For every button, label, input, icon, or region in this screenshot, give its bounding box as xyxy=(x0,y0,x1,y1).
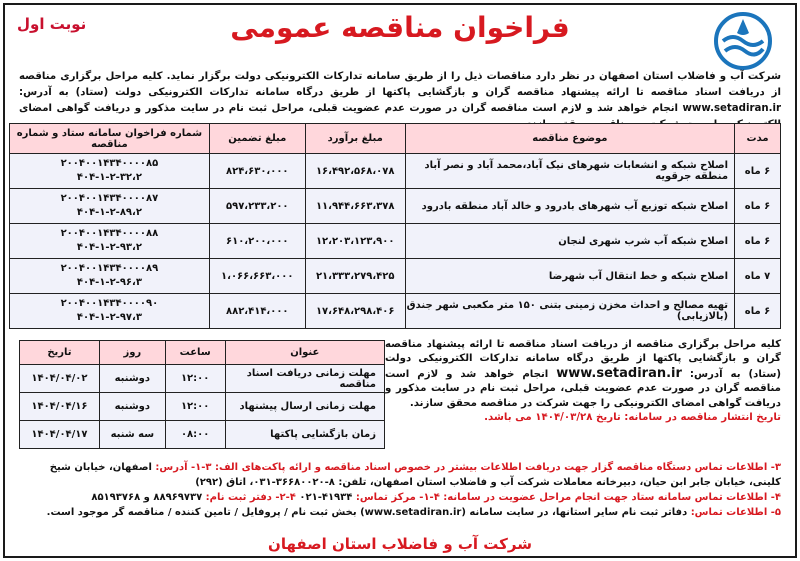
intro-site-link[interactable]: www.setadiran.ir xyxy=(682,103,781,114)
tender-number: ۴۰۴-۱-۲-۹۶،۳ xyxy=(76,277,142,288)
row-guarantee: ۱،۰۶۶،۶۶۳،۰۰۰ xyxy=(209,259,305,294)
procedure-note: کلیه مراحل برگزاری مناقصه از دریافت اسناد مناقصه تا ارائه پیشنهاد مناقصه گران و بازگشایی پاکتها از طریق درگاه سامانه تدارکات الکترونیکی دولت (ستاد) به آدرس: www.setadiran.ir انجام خواهد شد و لازم است مناقصه گران در صورت عدم عضویت قبلی، مراحل ثبت نام در سایت مذکور و دریافت گواهی امضای الکترونیکی را جهت شرکت در مناقصه محقق سازند. تاریخ انتشار مناقصه در سامانه: تاریخ ۱۴۰۴/۰۳/۲۸ می باشد. xyxy=(385,338,781,425)
row-number xyxy=(10,224,210,259)
table-row xyxy=(10,189,781,224)
table-row xyxy=(20,421,385,449)
row-subject: اصلاح شبکه آب شرب شهری لنجان xyxy=(405,224,734,259)
schedule-date: ۱۴۰۴/۰۴/۱۷ xyxy=(20,421,100,449)
col-day: روز xyxy=(99,341,165,365)
row-duration: ۶ ماه xyxy=(735,224,781,259)
setad-number: ۲۰۰۴۰۰۱۴۳۴۰۰۰۰۸۸ xyxy=(60,228,159,239)
tender-number: ۴۰۴-۱-۲-۹۷،۳ xyxy=(76,312,142,323)
water-drop-logo-icon xyxy=(713,11,773,71)
schedule-day: دوشنبه xyxy=(99,365,165,393)
row-number xyxy=(10,154,210,189)
contact-line-3: ۳- اطلاعات تماس دستگاه مناقصه گزار جهت دریافت اطلاعات بیشتر در خصوص اسناد مناقصه و ارائه پاکت‌های الف: ۳-۱- آدرس: اصفهان، خیابان شیخ کلینی، خیابان جابر ابن حیان، دبیرخانه معاملات شرکت آب و فاضلاب استان اصفهان، تلفن: ۸-۳۶۶۸۰۰۲۰-۰۳۱، اتاق (۲۹۲) xyxy=(49,462,781,488)
tender-number: ۴۰۴-۱-۲-۸۹،۲ xyxy=(76,207,142,218)
row-duration: ۶ ماه xyxy=(735,189,781,224)
col-subject: موضوع مناقصه xyxy=(405,124,734,154)
setad-number: ۲۰۰۴۰۰۱۴۳۴۰۰۰۰۸۹ xyxy=(60,263,159,274)
schedule-time: ۱۲:۰۰ xyxy=(165,365,225,393)
schedule-time: ۱۲:۰۰ xyxy=(165,393,225,421)
row-number xyxy=(10,294,210,329)
row-subject: تهیه مصالح و احداث مخزن زمینی بتنی ۱۵۰ متر مکعبی شهر جندق (بالازیابی) xyxy=(405,294,734,329)
contact-line-5: ۵- اطلاعات تماس: دفاتر ثبت نام سایر استانها، در سایت سامانه (www.setadiran.ir) بخش ثبت نام / پروفایل / تامین کننده / مناقصه گر موجود است. xyxy=(46,507,781,518)
tender-number: ۴۰۴-۱-۲-۳۲،۲ xyxy=(76,172,142,183)
schedule-title: زمان بازگشایی پاکتها xyxy=(225,421,384,449)
row-number xyxy=(10,189,210,224)
schedule-time: ۰۸:۰۰ xyxy=(165,421,225,449)
schedule-title: مهلت زمانی دریافت اسناد مناقصه xyxy=(225,365,384,393)
row-duration: ۶ ماه xyxy=(735,154,781,189)
col-estimate: مبلغ برآورد xyxy=(305,124,405,154)
schedule-day: سه شنبه xyxy=(99,421,165,449)
setad-number: ۲۰۰۴۰۰۱۴۳۴۰۰۰۰۹۰ xyxy=(60,298,159,309)
setad-number: ۲۰۰۴۰۰۱۴۳۴۰۰۰۰۸۵ xyxy=(60,158,159,169)
tenders-table xyxy=(9,123,781,329)
col-time: ساعت xyxy=(165,341,225,365)
col-date: تاریخ xyxy=(20,341,100,365)
schedule-title: مهلت زمانی ارسال پیشنهاد xyxy=(225,393,384,421)
contact-info xyxy=(19,460,781,520)
col-title: عنوان xyxy=(225,341,384,365)
round-label: نوبت اول xyxy=(17,15,87,33)
row-number xyxy=(10,259,210,294)
table-row xyxy=(10,259,781,294)
col-guarantee: مبلغ تضمین xyxy=(209,124,305,154)
row-estimate: ۱۷،۶۴۸،۲۹۸،۴۰۶ xyxy=(305,294,405,329)
publish-date: تاریخ انتشار مناقصه در سامانه: تاریخ ۱۴۰۴/۰۳/۲۸ می باشد. xyxy=(484,412,781,424)
page-title: فراخوان مناقصه عمومی xyxy=(230,11,570,44)
row-subject: اصلاح شبکه و انشعابات شهرهای نیک آباد،محمد آباد و نصر آباد منطقه جرقویه xyxy=(405,154,734,189)
col-duration: مدت xyxy=(735,124,781,154)
table-row xyxy=(10,224,781,259)
row-guarantee: ۵۹۷،۲۳۳،۲۰۰ xyxy=(209,189,305,224)
contact-line-4: ۴- اطلاعات تماس سامانه ستاد جهت انجام مراحل عضویت در سامانه: ۴-۱- مرکز تماس: ۴۱۹۳۴-۰۲۱ ۴-۲- دفتر ثبت نام: ۸۸۹۶۹۷۳۷ و ۸۵۱۹۳۷۶۸ xyxy=(91,492,781,503)
company-footer: شرکت آب و فاضلاب استان اصفهان xyxy=(268,535,532,553)
row-estimate: ۱۲،۲۰۳،۱۲۳،۹۰۰ xyxy=(305,224,405,259)
row-guarantee: ۸۸۲،۴۱۴،۰۰۰ xyxy=(209,294,305,329)
row-estimate: ۲۱،۳۳۳،۲۷۹،۴۲۵ xyxy=(305,259,405,294)
row-guarantee: ۶۱۰،۲۰۰،۰۰۰ xyxy=(209,224,305,259)
row-duration: ۷ ماه xyxy=(735,259,781,294)
table-row xyxy=(10,294,781,329)
row-estimate: ۱۱،۹۴۴،۶۶۳،۳۷۸ xyxy=(305,189,405,224)
schedule-date: ۱۴۰۴/۰۴/۱۶ xyxy=(20,393,100,421)
table-row xyxy=(20,393,385,421)
schedule-table xyxy=(19,340,385,449)
col-number: شماره فراخوان سامانه ستاد و شماره مناقصه xyxy=(10,124,210,154)
tender-number: ۴۰۴-۱-۲-۹۳،۲ xyxy=(76,242,142,253)
table-row xyxy=(20,365,385,393)
row-duration: ۶ ماه xyxy=(735,294,781,329)
row-subject: اصلاح شبکه توزیع آب شهرهای بادرود و خالد آباد منطقه بادرود xyxy=(405,189,734,224)
intro-paragraph: شرکت آب و فاضلاب استان اصفهان در نظر دارد مناقصات ذیل را از طریق سامانه تدارکات الکترونیکی دولت برگزار نماید. کلیه مراحل برگزاری مناقصه از دریافت اسناد مناقصه تا ارائه پیشنهاد مناقصه گران و بازگشایی پاکتها از طریق درگاه سامانه تدارکات الکترونیکی دولت (ستاد) به آدرس: www.setadiran.ir انجام خواهد شد و لازم است مناقصه گران در صورت عدم عضویت قبلی، مراحل ثبت نام در سایت مذکور و دریافت گواهی امضای xyxy=(19,71,781,114)
tender-notice xyxy=(3,3,797,558)
setad-number: ۲۰۰۴۰۰۱۴۳۴۰۰۰۰۸۷ xyxy=(60,193,159,204)
row-subject: اصلاح شبکه و خط انتقال آب شهرضا xyxy=(405,259,734,294)
schedule-day: دوشنبه xyxy=(99,393,165,421)
row-estimate: ۱۶،۴۹۲،۵۶۸،۰۷۸ xyxy=(305,154,405,189)
schedule-date: ۱۴۰۴/۰۴/۰۲ xyxy=(20,365,100,393)
table-row xyxy=(10,154,781,189)
note-site-link[interactable]: www.setadiran.ir xyxy=(556,365,682,381)
row-guarantee: ۸۲۴،۶۳۰،۰۰۰ xyxy=(209,154,305,189)
